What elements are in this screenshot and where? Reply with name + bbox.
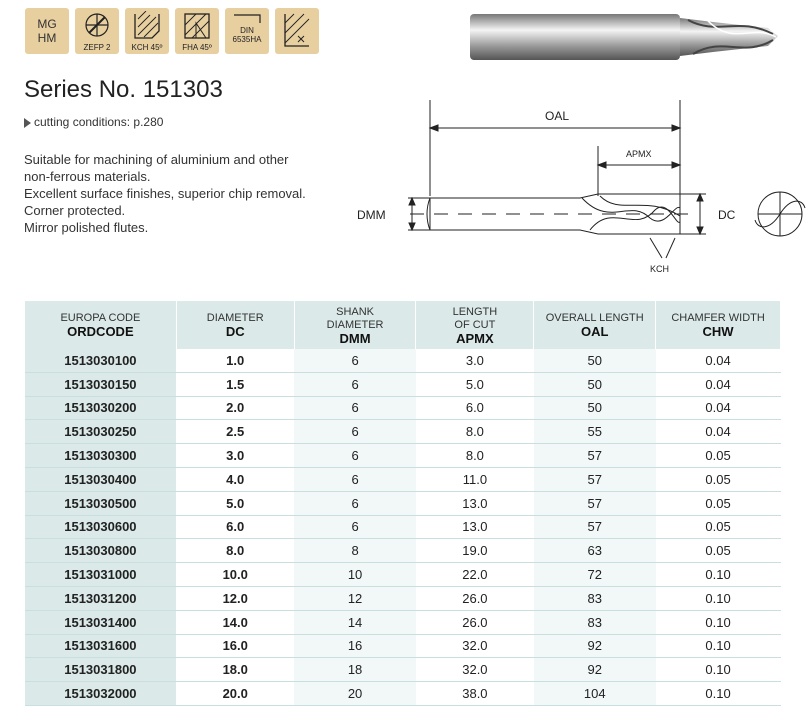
corner-protected-badge (275, 8, 319, 54)
oal-cell: 72 (534, 563, 656, 587)
material-hm: HM (37, 31, 57, 45)
oal-cell: 57 (534, 467, 656, 491)
dc-cell: 10.0 (176, 563, 294, 587)
table-header-row (25, 301, 781, 349)
oal-cell: 55 (534, 420, 656, 444)
apmx-label: APMX (626, 149, 652, 159)
oal-cell: 83 (534, 586, 656, 610)
zefp-label: ZEFP 2 (83, 43, 111, 52)
chw-cell: 0.04 (656, 396, 781, 420)
ordcode-cell: 1513032000 (25, 682, 177, 706)
corner-protected-icon (282, 11, 312, 49)
description-line: Excellent surface finishes, superior chip removal. (24, 186, 306, 201)
chw-cell: 0.04 (656, 349, 781, 372)
dmm-cell: 12 (294, 586, 416, 610)
header-top: EUROPA CODE (60, 312, 141, 324)
apmx-cell: 13.0 (416, 491, 534, 515)
dc-cell: 4.0 (176, 467, 294, 491)
header-dc (176, 301, 294, 349)
dc-cell: 2.0 (176, 396, 294, 420)
table-row (25, 467, 781, 491)
oal-cell: 57 (534, 444, 656, 468)
chw-cell: 0.10 (656, 682, 781, 706)
dmm-cell: 18 (294, 658, 416, 682)
dmm-cell: 6 (294, 515, 416, 539)
arrow-right-icon (24, 118, 31, 128)
table-row (25, 444, 781, 468)
header-bold: CHW (702, 324, 734, 339)
header-dmm (294, 301, 416, 349)
tool-dimension-diagram (350, 98, 808, 283)
chw-cell: 0.05 (656, 491, 781, 515)
dmm-cell: 6 (294, 396, 416, 420)
dc-cell: 1.5 (176, 372, 294, 396)
header-bold: DC (225, 324, 245, 339)
header-chw (656, 301, 781, 349)
table-row (25, 515, 781, 539)
chw-cell: 0.05 (656, 444, 781, 468)
dc-cell: 3.0 (176, 444, 294, 468)
header-bold: ORDCODE (67, 324, 134, 339)
ordcode-cell: 1513031200 (25, 586, 177, 610)
ordcode-cell: 1513030200 (25, 396, 177, 420)
din-badge (225, 8, 269, 54)
dmm-cell: 10 (294, 563, 416, 587)
apmx-cell: 32.0 (416, 658, 534, 682)
corner-chamfer-icon (132, 11, 162, 41)
oal-cell: 57 (534, 515, 656, 539)
header-ordcode (25, 301, 177, 349)
chw-cell: 0.10 (656, 610, 781, 634)
dc-cell: 2.5 (176, 420, 294, 444)
apmx-cell: 13.0 (416, 515, 534, 539)
table-body (25, 349, 781, 705)
apmx-cell: 11.0 (416, 467, 534, 491)
ordcode-cell: 1513030800 (25, 539, 177, 563)
page-title: Series No. 151303 (24, 76, 223, 103)
oal-cell: 50 (534, 372, 656, 396)
dc-cell: 1.0 (176, 349, 294, 372)
dc-cell: 6.0 (176, 515, 294, 539)
ordcode-cell: 1513030300 (25, 444, 177, 468)
flutes-icon (82, 11, 112, 41)
ordcode-cell: 1513030250 (25, 420, 177, 444)
helix-angle-icon (182, 11, 212, 41)
symbol-badges (25, 8, 319, 54)
chw-cell: 0.10 (656, 634, 781, 658)
description-line: Corner protected. (24, 203, 126, 218)
material-mg: MG (37, 17, 57, 31)
apmx-cell: 26.0 (416, 586, 534, 610)
dc-cell: 14.0 (176, 610, 294, 634)
table-row (25, 396, 781, 420)
ordcode-cell: 1513030150 (25, 372, 177, 396)
din-text (225, 26, 269, 44)
din-code: 6535HA (232, 35, 262, 44)
kch-diagram-label: KCH (650, 264, 670, 274)
dmm-cell: 6 (294, 491, 416, 515)
table-row (25, 420, 781, 444)
header-top: CHAMFER WIDTH (671, 312, 765, 324)
apmx-cell: 6.0 (416, 396, 534, 420)
table-row (25, 634, 781, 658)
ordcode-cell: 1513031000 (25, 563, 177, 587)
header-top: OVERALL LENGTH (545, 312, 644, 324)
header-apmx (416, 301, 534, 349)
chw-cell: 0.05 (656, 539, 781, 563)
chw-cell: 0.10 (656, 586, 781, 610)
dmm-cell: 20 (294, 682, 416, 706)
kch-label: KCH 45º (131, 43, 163, 52)
dmm-cell: 6 (294, 420, 416, 444)
chw-cell: 0.05 (656, 515, 781, 539)
oal-cell: 92 (534, 634, 656, 658)
apmx-cell: 38.0 (416, 682, 534, 706)
table-row (25, 682, 781, 706)
dmm-cell: 8 (294, 539, 416, 563)
ordcode-cell: 1513030600 (25, 515, 177, 539)
ordcode-cell: 1513030400 (25, 467, 177, 491)
dmm-cell: 6 (294, 444, 416, 468)
description (24, 151, 306, 236)
apmx-cell: 5.0 (416, 372, 534, 396)
oal-cell: 83 (534, 610, 656, 634)
din-shank-icon (232, 11, 262, 27)
oal-cell: 92 (534, 658, 656, 682)
dmm-cell: 6 (294, 467, 416, 491)
table-row (25, 349, 781, 372)
dmm-cell: 6 (294, 372, 416, 396)
apmx-cell: 8.0 (416, 444, 534, 468)
chw-cell: 0.04 (656, 420, 781, 444)
zefp-badge (75, 8, 119, 54)
chw-cell: 0.10 (656, 563, 781, 587)
table-row (25, 586, 781, 610)
oal-cell: 50 (534, 396, 656, 420)
apmx-cell: 3.0 (416, 349, 534, 372)
dmm-label: DMM (357, 208, 386, 222)
dc-cell: 5.0 (176, 491, 294, 515)
dc-cell: 12.0 (176, 586, 294, 610)
apmx-cell: 22.0 (416, 563, 534, 587)
table-row (25, 491, 781, 515)
dc-cell: 20.0 (176, 682, 294, 706)
table-row (25, 563, 781, 587)
dc-label: DC (718, 208, 736, 222)
product-table (24, 301, 781, 706)
dmm-cell: 6 (294, 349, 416, 372)
dc-cell: 16.0 (176, 634, 294, 658)
header-bold: DMM (339, 330, 371, 346)
tool-image (468, 6, 778, 68)
header-bold: APMX (456, 330, 494, 346)
ordcode-cell: 1513031600 (25, 634, 177, 658)
ordcode-cell: 1513031800 (25, 658, 177, 682)
description-line: Mirror polished flutes. (24, 220, 149, 235)
dmm-cell: 14 (294, 610, 416, 634)
chw-cell: 0.04 (656, 372, 781, 396)
description-line: non-ferrous materials. (24, 169, 151, 184)
kch-badge (125, 8, 169, 54)
apmx-cell: 8.0 (416, 420, 534, 444)
header-top: LENGTH OF CUT (452, 305, 498, 331)
chw-cell: 0.10 (656, 658, 781, 682)
table-row (25, 372, 781, 396)
dc-cell: 8.0 (176, 539, 294, 563)
material-badge (25, 8, 69, 54)
fha-badge (175, 8, 219, 54)
fha-label: FHA 45º (182, 43, 212, 52)
table-row (25, 539, 781, 563)
dc-cell: 18.0 (176, 658, 294, 682)
dmm-cell: 16 (294, 634, 416, 658)
header-oal (534, 301, 656, 349)
din-title: DIN (240, 26, 254, 35)
table-row (25, 610, 781, 634)
oal-cell: 50 (534, 349, 656, 372)
ordcode-cell: 1513030500 (25, 491, 177, 515)
ordcode-cell: 1513030100 (25, 349, 177, 372)
oal-cell: 57 (534, 491, 656, 515)
header-top: DIAMETER (206, 312, 264, 324)
oal-cell: 104 (534, 682, 656, 706)
apmx-cell: 26.0 (416, 610, 534, 634)
cutting-conditions-link[interactable] (24, 115, 163, 129)
header-top: SHANK DIAMETER (326, 305, 384, 331)
table-row (25, 658, 781, 682)
cutting-conditions-text: cutting conditions: p.280 (34, 115, 164, 129)
oal-label: OAL (545, 109, 570, 123)
chw-cell: 0.05 (656, 467, 781, 491)
ordcode-cell: 1513031400 (25, 610, 177, 634)
oal-cell: 63 (534, 539, 656, 563)
description-line: Suitable for machining of aluminium and other (24, 152, 289, 167)
apmx-cell: 19.0 (416, 539, 534, 563)
apmx-cell: 32.0 (416, 634, 534, 658)
header-bold: OAL (580, 324, 609, 339)
